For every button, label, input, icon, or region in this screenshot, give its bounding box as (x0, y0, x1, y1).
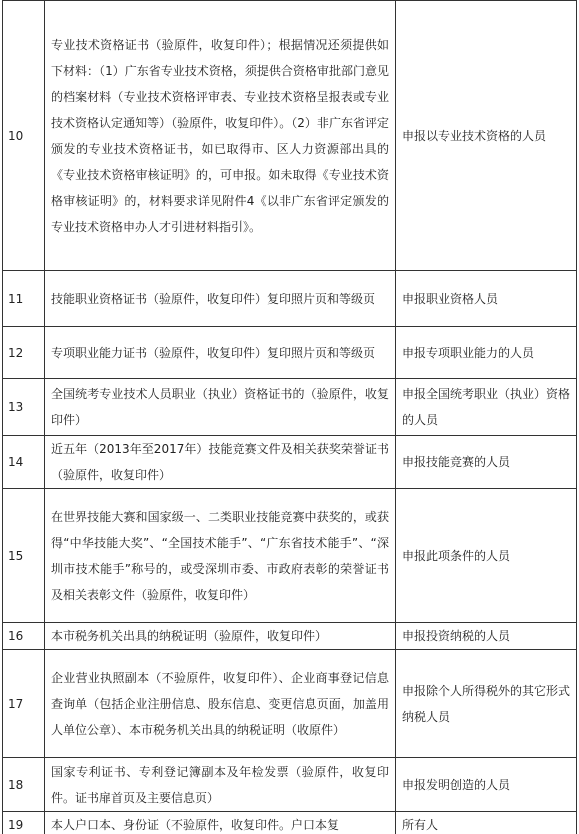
applicable-persons (396, 812, 577, 834)
required-materials-text: 本人户口本、身份证（不验原件，收复印件。户口本复 (51, 818, 340, 833)
row-number: 14 (3, 436, 45, 489)
table-row (3, 758, 577, 812)
required-materials: 技能职业资格证书（验原件，收复印件）复印照片页和等级页 (45, 271, 396, 327)
row-number: 10 (3, 1, 45, 271)
table-row (3, 379, 577, 436)
required-materials (45, 812, 396, 834)
row-number: 13 (3, 379, 45, 436)
applicable-persons: 申报投资纳税的人员 (396, 623, 577, 650)
required-materials: 本市税务机关出具的纳税证明（验原件，收复印件） (45, 623, 396, 650)
applicable-persons: 申报此项条件的人员 (396, 489, 577, 623)
row-number: 15 (3, 489, 45, 623)
applicable-persons: 申报除个人所得税外的其它形式纳税人员 (396, 650, 577, 758)
table-row (3, 436, 577, 489)
row-number-text: 19 (8, 818, 24, 833)
table-row (3, 1, 577, 271)
applicable-persons: 申报发明创造的人员 (396, 758, 577, 812)
row-number: 16 (3, 623, 45, 650)
required-materials: 国家专利证书、专利登记簿副本及年检发票（验原件，收复印件。证书扉首页及主要信息页） (45, 758, 396, 812)
row-number: 11 (3, 271, 45, 327)
applicable-persons: 申报技能竞赛的人员 (396, 436, 577, 489)
applicable-persons: 申报专项职业能力的人员 (396, 327, 577, 379)
table-row (3, 812, 577, 834)
applicable-persons: 申报全国统考职业（执业）资格的人员 (396, 379, 577, 436)
table-row (3, 271, 577, 327)
row-number (3, 812, 45, 834)
required-materials: 专业技术资格证书（验原件，收复印件）；根据情况还须提供如下材料：（1）广东省专业技术资格，须提供合资格审批部门意见的档案材料（专业技术资格评审表、专业技术资格呈报表或专业技术资格认定通知等）（验原件，收复印件）。（2）非广东省评定颁发的专业技术资格证书，如已取得市、区人力资源部出具的《专业技术资格审核证明》的，可申报。如未取得《专业技术资格审核证明》的，材料要求详见附件4《以非广东省评定颁发的专业技术资格申办人才引进材料指引》。 (45, 1, 396, 271)
table-row (3, 327, 577, 379)
applicable-persons: 申报以专业技术资格的人员 (396, 1, 577, 271)
row-number: 12 (3, 327, 45, 379)
materials-table (2, 0, 577, 834)
row-number: 17 (3, 650, 45, 758)
table-row (3, 650, 577, 758)
row-number: 18 (3, 758, 45, 812)
table-row (3, 623, 577, 650)
applicable-persons-text: 所有人 (402, 818, 439, 833)
required-materials: 在世界技能大赛和国家级一、二类职业技能竞赛中获奖的，或获得“中华技能大奖”、“全国技术能手”、“广东省技术能手”、“深圳市技术能手”称号的，或受深圳市委、市政府表彰的荣誉证书及相关表彰文件（验原件，收复印件） (45, 489, 396, 623)
required-materials: 企业营业执照副本（不验原件，收复印件）、企业商事登记信息查询单（包括企业注册信息、股东信息、变更信息页面，加盖用人单位公章）、本市税务机关出具的纳税证明（收原件） (45, 650, 396, 758)
required-materials: 专项职业能力证书（验原件，收复印件）复印照片页和等级页 (45, 327, 396, 379)
required-materials: 全国统考专业技术人员职业（执业）资格证书的（验原件，收复印件） (45, 379, 396, 436)
required-materials: 近五年（2013年至2017年）技能竞赛文件及相关获奖荣誉证书（验原件，收复印件） (45, 436, 396, 489)
applicable-persons: 申报职业资格人员 (396, 271, 577, 327)
table-row (3, 489, 577, 623)
